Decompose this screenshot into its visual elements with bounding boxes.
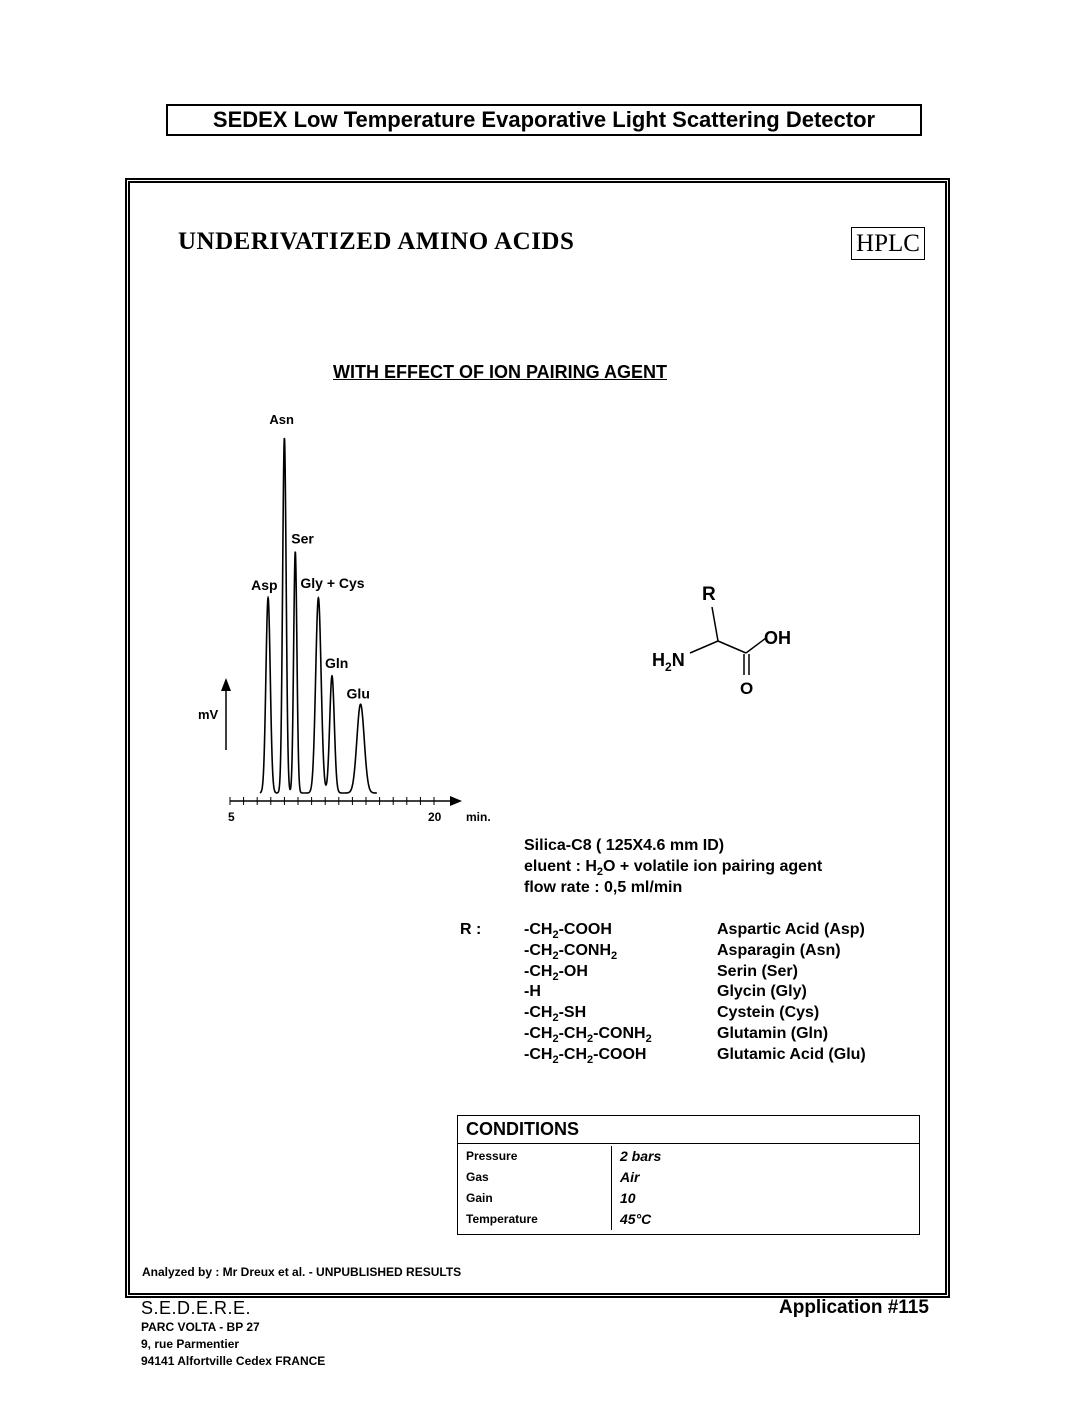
peak-label: Gln: [325, 654, 349, 671]
amino-acid-name: Serin (Ser): [717, 962, 798, 980]
condition-value: 10: [620, 1190, 636, 1206]
conditions-rows: [458, 1144, 919, 1234]
x-tick-label: 20: [428, 810, 442, 824]
chromatogram-trace: [260, 438, 377, 793]
bond-n: [690, 641, 718, 653]
column-info-line3: flow rate : 0,5 ml/min: [524, 879, 683, 896]
amino-acid-name: Glutamin (Gln): [717, 1024, 829, 1042]
page-title: UNDERIVATIZED AMINO ACIDS: [178, 228, 575, 255]
r-formula: $-CH_2-CH_2-CONH_2$: [524, 1024, 652, 1046]
r-formula-list: [524, 920, 652, 1066]
address-line-2: 9, rue Parmentier: [141, 1337, 240, 1351]
r-formula: $-CH_2-SH$: [524, 1004, 587, 1025]
condition-key: Pressure: [458, 1146, 612, 1167]
peak-label: Asp: [251, 576, 278, 593]
amino-acid-name: Asparagin (Asn): [717, 941, 841, 959]
o-label: O: [740, 679, 754, 698]
bond-c: [718, 641, 746, 653]
condition-key: Temperature: [458, 1209, 612, 1230]
subtitle: WITH EFFECT OF ION PAIRING AGENT: [333, 362, 667, 382]
r-formula: -H: [524, 983, 541, 1001]
address-line-3: 94141 Alfortville Cedex FRANCE: [141, 1354, 326, 1368]
bond-oh: [746, 638, 766, 653]
bond-r: [712, 607, 718, 641]
condition-key: Gain: [458, 1188, 612, 1209]
condition-key: Gas: [458, 1167, 612, 1188]
analyzed-by: Analyzed by : Mr Dreux et al. - UNPUBLISHED RESULTS: [142, 1265, 462, 1279]
peak-label: Gly + Cys: [300, 574, 365, 591]
conditions-header: CONDITIONS: [458, 1116, 919, 1144]
detector-title: SEDEX Low Temperature Evaporative Light Scattering Detector: [166, 104, 922, 136]
conditions-row: [458, 1209, 919, 1230]
hplc-badge: HPLC: [851, 227, 925, 260]
r-formula: $-CH_2-CH_2$-COOH: [524, 1045, 647, 1066]
amino-acid-name: Cystein (Cys): [717, 1004, 820, 1022]
amino-acid-structure: [640, 578, 810, 698]
condition-value: 2 bars: [620, 1148, 662, 1164]
application-number: Application #115: [779, 1297, 929, 1318]
conditions-table: [457, 1115, 920, 1235]
column-info-line1: Silica-C8 ( 125X4.6 mm ID): [524, 837, 725, 854]
r-formula: $-CH_2$-COOH: [524, 921, 612, 942]
condition-value: 45°C: [620, 1211, 652, 1227]
y-axis-label: mV: [198, 707, 219, 722]
conditions-row: [458, 1167, 919, 1188]
x-tick-label: 5: [228, 810, 235, 824]
amine-label: $H_2N$: [652, 650, 685, 674]
condition-value: Air: [620, 1169, 640, 1185]
peak-label: Ser: [291, 530, 314, 547]
x-axis-arrow: [450, 796, 462, 806]
company-name: S.E.D.E.R.E.: [141, 1298, 252, 1318]
column-info-line2: eluent : $H_2O$ + volatile ion pairing agent: [524, 858, 823, 879]
r-group-label: R: [702, 584, 716, 605]
r-formula: $-CH_2-CONH_2$: [524, 941, 618, 962]
chromatogram-chart: [190, 405, 510, 835]
r-name-list: [717, 920, 866, 1066]
peak-label: Asn: [269, 412, 294, 427]
conditions-row: [458, 1146, 919, 1167]
amino-acid-name: Glycin (Gly): [717, 983, 807, 1001]
r-formula: $-CH_2-OH$: [524, 962, 588, 983]
amino-acid-name: Glutamic Acid (Glu): [717, 1045, 866, 1063]
amino-acid-name: Aspartic Acid (Asp): [717, 921, 865, 938]
x-axis-label: min.: [466, 810, 491, 824]
oh-label: OH: [764, 628, 791, 648]
r-label: R :: [460, 921, 482, 938]
peak-label: Glu: [346, 685, 370, 702]
conditions-row: [458, 1188, 919, 1209]
address-line-1: PARC VOLTA - BP 27: [141, 1320, 260, 1334]
y-axis-arrow: [221, 678, 231, 691]
